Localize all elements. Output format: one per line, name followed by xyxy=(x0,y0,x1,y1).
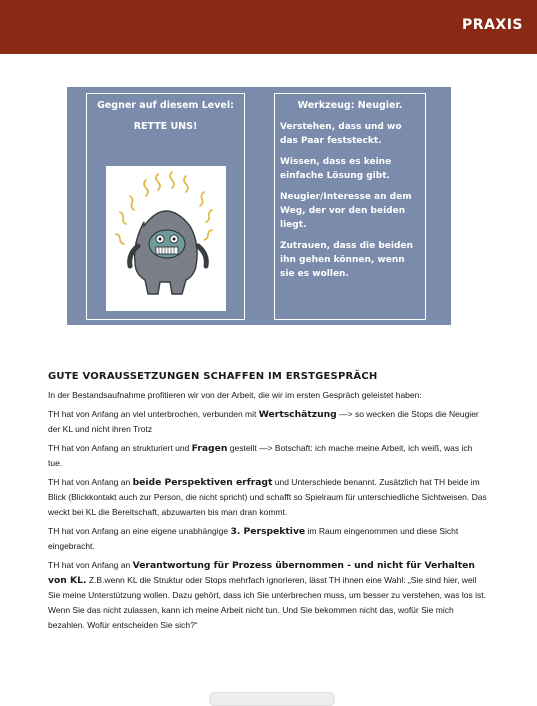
tool-list xyxy=(280,120,419,281)
highlight: 3. Perspektive xyxy=(230,526,306,537)
highlight: Wertschätzung xyxy=(258,409,337,420)
paragraph: TH hat von Anfang an strukturiert und Fragen gestellt —> Botschaft: ich mache meine Arbeit, ich weiß, was ich tue. xyxy=(48,443,473,468)
info-panel xyxy=(67,87,451,325)
intro-paragraph: In der Bestandsaufnahme profitieren wir von der Arbeit, die wir im ersten Gespräch geleistet haben: xyxy=(48,390,422,400)
paragraph: TH hat von Anfang an eine eigene unabhängige 3. Perspektive im Raum eingenommen und diese Sicht eingebracht. xyxy=(48,526,459,551)
tool-box xyxy=(274,93,426,320)
paragraph: TH hat von Anfang an Verantwortung für Prozess übernommen - und nicht für Verhalten von KL. Z.B.wenn KL die Struktur oder Stops mehrfach ignorieren, lässt TH ihnen eine Wahl: „Sie sind hier, weil Sie meine Unterstützung wollen. Dazu gehört, dass ich Sie unterbrechen muss, um besser zu verstehen, was los ist. Wenn Sie das nicht zulassen, kann ich meine Arbeit nicht tun. Und Sie bekommen nicht das, wofür Sie mich bezahlen. Wofür entscheiden Sie sich?“ xyxy=(48,560,486,630)
tool-title: Werkzeug: Neugier. xyxy=(297,100,403,111)
tool-item: Verstehen, dass und wo das Paar feststeckt. xyxy=(280,122,402,146)
tool-item: Neugier/Interesse an dem Weg, der vor den beiden liegt. xyxy=(280,192,412,230)
section-heading: GUTE VORAUSSETZUNGEN SCHAFFEN IM ERSTGESPRÄCH xyxy=(48,371,378,382)
tool-item: Zutrauen, dass die beiden ihn gehen können, wenn sie es wollen. xyxy=(280,241,413,279)
highlight: Fragen xyxy=(191,443,228,454)
article-section xyxy=(48,371,488,637)
opponent-title: Gegner auf diesem Level: xyxy=(97,100,234,111)
paragraph: TH hat von Anfang an beide Perspektiven erfragt und Unterschiede benannt. Zusätzlich hat TH beide im Blick (Blickkontakt auch zur Person, die nicht spricht) und schafft so Spielraum für unterschiedliche Sichtweisen. Das weckt bei KL die Bereitschaft, abzuwarten bis man dran kommt. xyxy=(48,477,487,517)
page-scroll-tab[interactable] xyxy=(209,692,335,706)
tool-item: Wissen, dass es keine einfache Lösung gibt. xyxy=(280,157,392,181)
page-header xyxy=(0,0,537,54)
paragraph: TH hat von Anfang an viel unterbrochen, verbunden mit Wertschätzung —> so wecken die Stops die Neugier der KL und nicht ihren Trotz xyxy=(48,409,479,434)
opponent-box xyxy=(86,93,245,320)
stressed-monster-illustration xyxy=(106,166,226,311)
highlight: Verantwortung für Prozess übernommen - und nicht für Verhalten von KL. xyxy=(48,560,475,586)
opponent-name: RETTE UNS! xyxy=(133,121,198,132)
section-label: PRAXIS xyxy=(462,17,523,33)
highlight: beide Perspektiven erfragt xyxy=(132,477,273,488)
